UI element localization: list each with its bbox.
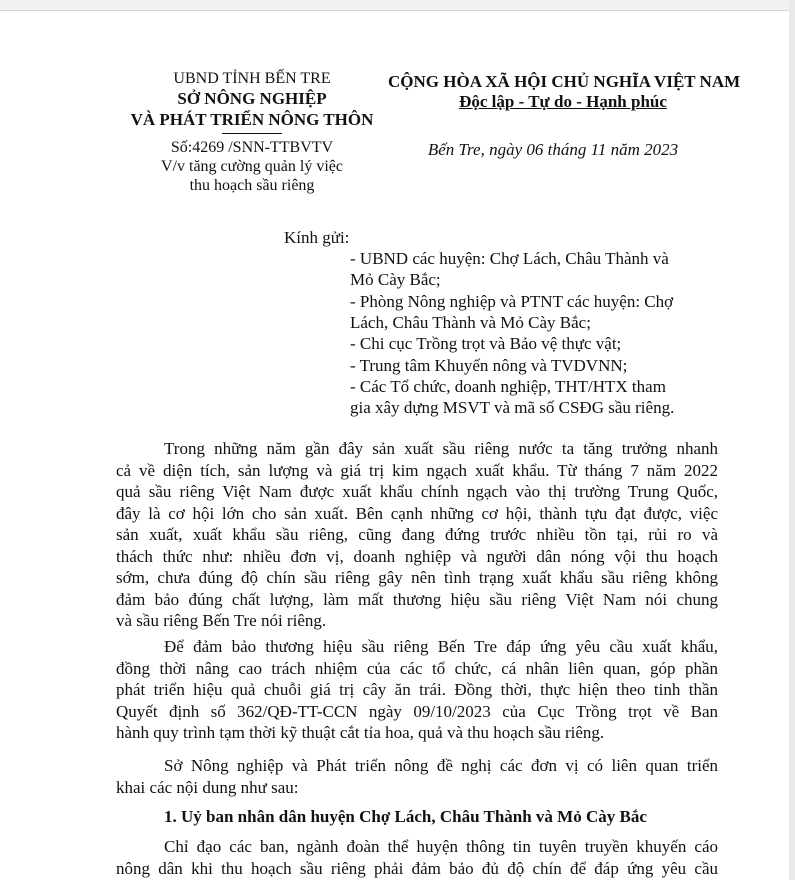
text-line: đảm bảo đúng chất lượng, làm mất thương hiệu sầu riêng Việt Nam nói chung bbox=[116, 589, 718, 609]
text-line: khai các nội dung như sau: bbox=[116, 777, 299, 797]
agency-name-line2: VÀ PHÁT TRIỂN NÔNG THÔN bbox=[130, 110, 374, 129]
recipient-line: - UBND các huyện: Chợ Lách, Châu Thành và bbox=[350, 249, 669, 268]
recipient-line: - Trung tâm Khuyến nông và TVDVNN; bbox=[350, 356, 628, 375]
section-1-heading: 1. Uỷ ban nhân dân huyện Chợ Lách, Châu Thành và Mỏ Cày Bắc bbox=[164, 807, 647, 826]
viewer-scrollbar[interactable] bbox=[789, 0, 795, 880]
place-and-date: Bến Tre, ngày 06 tháng 11 năm 2023 bbox=[427, 140, 679, 159]
text-line: quả sầu riêng Việt Nam được xuất khẩu chính ngạch vào thị trường Trung Quốc, bbox=[116, 482, 718, 501]
recipients-label: Kính gửi: bbox=[284, 228, 350, 247]
text-line: đồng thời nâng cao trách nhiệm của các tổ chức, cá nhân liên quan, góp phần bbox=[116, 658, 718, 678]
recipient-line: gia xây dựng MSVT và mã số CSĐG sầu riêng. bbox=[350, 398, 675, 417]
paragraph-1 bbox=[116, 438, 718, 632]
agency-parent: UBND TỈNH BẾN TRE bbox=[173, 70, 331, 87]
agency-name-line1: SỞ NÔNG NGHIỆP bbox=[177, 89, 327, 108]
text-line: Sở Nông nghiệp và Phát triển nông đề nghị các đơn vị có liên quan triển bbox=[164, 756, 718, 775]
document-number: Số:4269 /SNN-TTBVTV bbox=[170, 139, 334, 156]
subject-line-1: V/v tăng cường quản lý việc bbox=[161, 158, 343, 175]
text-line: cả về diện tích, sản lượng và giá trị kim ngạch xuất khẩu. Từ tháng 7 năm 2022 bbox=[116, 460, 718, 480]
paragraph-3 bbox=[116, 755, 718, 798]
recipient-line: - Phòng Nông nghiệp và PTNT các huyện: Chợ bbox=[350, 292, 674, 311]
text-line: sản xuất, xuất khẩu sầu riêng, cũng đang đứng trước nhiều tồn tại, rủi ro và bbox=[116, 525, 718, 544]
country-name: CỘNG HÒA XÃ HỘI CHỦ NGHĨA VIỆT NAM bbox=[388, 72, 741, 91]
national-motto: Độc lập - Tự do - Hạnh phúc bbox=[459, 92, 667, 111]
text-line: và sầu riêng Bến Tre nói riêng. bbox=[116, 611, 327, 630]
text-line: sớm, chưa đúng độ chín sầu riêng gây nên tình trạng xuất khẩu sầu riêng không bbox=[116, 568, 718, 587]
text-line: Chỉ đạo các ban, ngành đoàn thể huyện thông tin tuyên truyền khuyến cáo bbox=[164, 837, 718, 856]
subject-line-2: thu hoạch sầu riêng bbox=[189, 177, 315, 194]
text-line: thách thức như: nhiều đơn vị, doanh nghiệp và người dân nóng vội thu hoạch bbox=[116, 546, 718, 566]
recipient-line: Lách, Châu Thành và Mỏ Cày Bắc; bbox=[350, 313, 591, 332]
text-line: nông dân khi thu hoạch sầu riêng phải đảm bảo đủ độ chín để đáp ứng yêu cầu bbox=[116, 858, 718, 878]
agency-underline bbox=[222, 133, 282, 134]
text-line: hành quy trình tạm thời kỹ thuật cắt tỉa hoa, quả và thu hoạch sầu riêng. bbox=[116, 723, 605, 742]
text-line: phát triển hiệu quả chuỗi giá trị cây ăn trái. Đồng thời, thực hiện theo tinh thần bbox=[116, 680, 718, 699]
paragraph-2 bbox=[116, 636, 718, 744]
text-line: đây là cơ hội lớn cho sản xuất. Bên cạnh những cơ hội, thành tựu đạt được, việc bbox=[116, 503, 718, 523]
recipient-line: - Chi cục Trồng trọt và Bảo vệ thực vật; bbox=[350, 334, 622, 353]
paragraph-4 bbox=[116, 836, 718, 879]
recipient-line: - Các Tổ chức, doanh nghiệp, THT/HTX tham bbox=[350, 377, 666, 396]
text-line: Quyết định số 362/QĐ-TT-CCN ngày 09/10/2023 của Cục Trồng trọt về Ban bbox=[116, 701, 718, 721]
text-line: Trong những năm gần đây sản xuất sầu riêng nước ta tăng trưởng nhanh bbox=[164, 439, 718, 458]
text-line: Để đảm bảo thương hiệu sầu riêng Bến Tre đáp ứng yêu cầu xuất khẩu, bbox=[164, 637, 718, 656]
recipient-line: Mỏ Cày Bắc; bbox=[350, 270, 441, 289]
viewer-top-edge bbox=[0, 0, 795, 11]
